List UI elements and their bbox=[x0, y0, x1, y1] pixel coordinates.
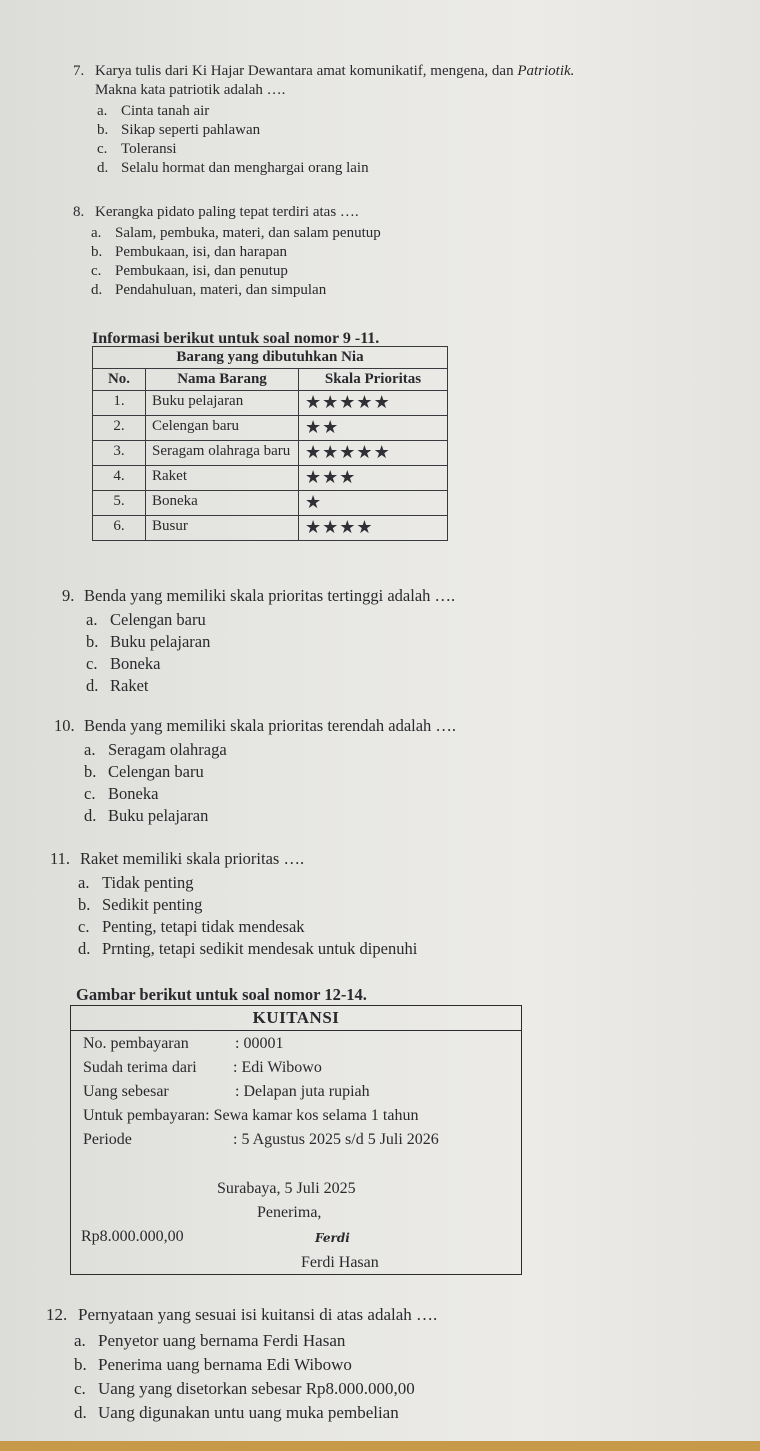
receipt-receiver-label: Penerima, bbox=[257, 1204, 322, 1221]
option-letter: b. bbox=[91, 244, 103, 260]
receipt-period-value: : 5 Agustus 2025 s/d 5 Juli 2026 bbox=[233, 1131, 439, 1148]
receipt-amount-row bbox=[83, 1081, 370, 1103]
column-header-priority: Skala Prioritas bbox=[299, 369, 448, 391]
question-number: 12. bbox=[46, 1305, 68, 1324]
option-d bbox=[73, 281, 381, 300]
star-icon: ★ bbox=[322, 392, 340, 412]
star-rating bbox=[305, 417, 339, 437]
receipt-title: KUITANSI bbox=[71, 1006, 521, 1031]
cell-item-name: Busur bbox=[146, 516, 299, 541]
receipt-from-row bbox=[83, 1057, 322, 1079]
option-letter: c. bbox=[91, 263, 102, 279]
option-letter: d. bbox=[78, 939, 91, 958]
star-icon: ★ bbox=[322, 517, 340, 537]
receipt-number-value: : 00001 bbox=[235, 1035, 284, 1052]
table-row bbox=[93, 391, 448, 416]
option-letter: d. bbox=[74, 1403, 87, 1422]
option-letter: a. bbox=[97, 103, 108, 119]
receipt-number-row bbox=[83, 1033, 283, 1055]
receipt-receiver-name: Ferdi Hasan bbox=[301, 1254, 379, 1271]
options-list bbox=[50, 872, 417, 960]
options-list bbox=[46, 1329, 437, 1425]
receipt-number-label: No. pembayaran bbox=[83, 1035, 189, 1052]
question-12 bbox=[46, 1303, 437, 1425]
star-icon: ★ bbox=[305, 442, 323, 462]
question-number: 9. bbox=[62, 586, 75, 605]
cell-no: 6. bbox=[93, 516, 146, 541]
table-row bbox=[93, 466, 448, 491]
cell-priority-stars bbox=[299, 491, 448, 516]
cell-no: 2. bbox=[93, 416, 146, 441]
star-icon: ★ bbox=[322, 417, 340, 437]
star-icon: ★ bbox=[356, 442, 374, 462]
star-rating bbox=[305, 392, 391, 412]
option-a bbox=[73, 102, 574, 121]
option-letter: b. bbox=[97, 122, 109, 138]
option-text: Cinta tanah air bbox=[121, 103, 210, 119]
receipt-period-row bbox=[83, 1129, 439, 1151]
option-c bbox=[62, 653, 455, 675]
star-icon: ★ bbox=[305, 392, 323, 412]
question-9 bbox=[62, 585, 455, 697]
option-b bbox=[54, 761, 456, 783]
option-text: Prnting, tetapi sedikit mendesak untuk dipenuhi bbox=[102, 939, 418, 958]
question-number: 10. bbox=[54, 716, 75, 735]
option-text: Pendahuluan, materi, dan simpulan bbox=[115, 282, 327, 298]
star-icon: ★ bbox=[339, 392, 357, 412]
star-icon: ★ bbox=[305, 467, 323, 487]
cell-priority-stars bbox=[299, 466, 448, 491]
star-icon: ★ bbox=[305, 517, 323, 537]
option-letter: d. bbox=[91, 282, 103, 298]
receipt-signature: Ferdi bbox=[315, 1231, 350, 1245]
question-text-line-2: Makna kata patriotik adalah …. bbox=[95, 82, 286, 98]
question-text: Raket memiliki skala prioritas …. bbox=[80, 849, 305, 868]
star-icon: ★ bbox=[339, 517, 357, 537]
option-d bbox=[73, 159, 574, 178]
option-text: Penting, tetapi tidak mendesak bbox=[102, 917, 305, 936]
question-text: Pernyataan yang sesuai isi kuitansi di atas adalah …. bbox=[78, 1305, 438, 1324]
table-row bbox=[93, 491, 448, 516]
question-text: Kerangka pidato paling tepat terdiri atas …. bbox=[95, 204, 359, 220]
star-icon: ★ bbox=[356, 517, 374, 537]
option-text: Seragam olahraga bbox=[108, 740, 227, 759]
star-icon: ★ bbox=[373, 442, 391, 462]
table-body bbox=[93, 391, 448, 541]
option-text: Salam, pembuka, materi, dan salam penutup bbox=[115, 225, 381, 241]
option-a bbox=[62, 609, 455, 631]
cell-item-name: Celengan baru bbox=[146, 416, 299, 441]
option-letter: c. bbox=[74, 1379, 86, 1398]
options-list bbox=[73, 224, 381, 300]
option-letter: a. bbox=[86, 610, 98, 629]
option-letter: d. bbox=[97, 160, 109, 176]
question-number: 7. bbox=[73, 63, 85, 79]
receipt-from-value: : Edi Wibowo bbox=[233, 1059, 322, 1076]
option-text: Boneka bbox=[108, 784, 159, 803]
star-icon: ★ bbox=[305, 492, 323, 512]
question-8 bbox=[73, 203, 381, 300]
option-letter: a. bbox=[78, 873, 90, 892]
option-c bbox=[54, 783, 456, 805]
star-icon: ★ bbox=[322, 442, 340, 462]
cell-priority-stars bbox=[299, 416, 448, 441]
option-a bbox=[50, 872, 417, 894]
option-a bbox=[73, 224, 381, 243]
option-text: Uang digunakan untu uang muka pembelian bbox=[98, 1403, 399, 1422]
option-d bbox=[54, 805, 456, 827]
option-text: Penyetor uang bernama Ferdi Hasan bbox=[98, 1331, 346, 1350]
option-a bbox=[46, 1329, 437, 1353]
option-text: Pembukaan, isi, dan harapan bbox=[115, 244, 288, 260]
option-letter: d. bbox=[84, 806, 97, 825]
option-letter: c. bbox=[84, 784, 96, 803]
options-list bbox=[54, 739, 456, 827]
cell-priority-stars bbox=[299, 516, 448, 541]
option-d bbox=[62, 675, 455, 697]
option-text: Uang yang disetorkan sebesar Rp8.000.000,00 bbox=[98, 1379, 415, 1398]
star-rating bbox=[305, 492, 322, 512]
option-text: Pembukaan, isi, dan penutup bbox=[115, 263, 288, 279]
star-icon: ★ bbox=[356, 392, 374, 412]
option-b bbox=[50, 894, 417, 916]
receipt-amount-label: Uang sebesar bbox=[83, 1083, 169, 1100]
option-letter: b. bbox=[74, 1355, 87, 1374]
cell-item-name: Raket bbox=[146, 466, 299, 491]
question-7 bbox=[73, 62, 574, 178]
option-letter: b. bbox=[78, 895, 91, 914]
receipt-caption: Gambar berikut untuk soal nomor 12-14. bbox=[76, 985, 367, 1004]
option-c bbox=[50, 916, 417, 938]
option-text: Toleransi bbox=[121, 141, 177, 157]
priority-table bbox=[92, 346, 448, 541]
option-letter: c. bbox=[78, 917, 90, 936]
option-text: Buku pelajaran bbox=[108, 806, 209, 825]
star-rating bbox=[305, 467, 356, 487]
page-edge bbox=[0, 1441, 760, 1451]
cell-item-name: Boneka bbox=[146, 491, 299, 516]
option-text: Penerima uang bernama Edi Wibowo bbox=[98, 1355, 352, 1374]
italic-term: Patriotik. bbox=[517, 63, 575, 79]
options-list bbox=[62, 609, 455, 697]
star-rating bbox=[305, 442, 391, 462]
cell-priority-stars bbox=[299, 391, 448, 416]
option-letter: d. bbox=[86, 676, 99, 695]
table-row bbox=[93, 441, 448, 466]
option-letter: a. bbox=[74, 1331, 86, 1350]
option-text: Celengan baru bbox=[110, 610, 206, 629]
question-number: 11. bbox=[50, 849, 71, 868]
option-text: Selalu hormat dan menghargai orang lain bbox=[121, 160, 369, 176]
star-icon: ★ bbox=[322, 467, 340, 487]
cell-no: 3. bbox=[93, 441, 146, 466]
star-icon: ★ bbox=[339, 442, 357, 462]
receipt-box bbox=[70, 1005, 522, 1275]
question-text: Benda yang memiliki skala prioritas tertinggi adalah …. bbox=[84, 586, 456, 605]
option-c bbox=[73, 140, 574, 159]
option-letter: c. bbox=[86, 654, 98, 673]
option-text: Buku pelajaran bbox=[110, 632, 211, 651]
column-header-no: No. bbox=[93, 369, 146, 391]
cell-item-name: Buku pelajaran bbox=[146, 391, 299, 416]
option-b bbox=[62, 631, 455, 653]
option-text: Raket bbox=[110, 676, 149, 695]
receipt-amount-value: : Delapan juta rupiah bbox=[235, 1083, 370, 1100]
cell-no: 5. bbox=[93, 491, 146, 516]
option-letter: a. bbox=[91, 225, 102, 241]
option-text: Boneka bbox=[110, 654, 161, 673]
receipt-purpose: Untuk pembayaran: Sewa kamar kos selama 1 tahun bbox=[83, 1107, 419, 1124]
receipt-amount-numeric: Rp8.000.000,00 bbox=[81, 1228, 184, 1245]
receipt-from-label: Sudah terima dari bbox=[83, 1059, 197, 1076]
cell-item-name: Seragam olahraga baru bbox=[146, 441, 299, 466]
star-icon: ★ bbox=[305, 417, 323, 437]
cell-no: 1. bbox=[93, 391, 146, 416]
option-text: Celengan baru bbox=[108, 762, 204, 781]
option-b bbox=[73, 121, 574, 140]
option-b bbox=[46, 1353, 437, 1377]
option-letter: a. bbox=[84, 740, 96, 759]
cell-no: 4. bbox=[93, 466, 146, 491]
question-text bbox=[95, 62, 574, 81]
cell-priority-stars bbox=[299, 441, 448, 466]
star-icon: ★ bbox=[373, 392, 391, 412]
option-b bbox=[73, 243, 381, 262]
option-d bbox=[50, 938, 417, 960]
question-number: 8. bbox=[73, 204, 85, 220]
options-list bbox=[73, 102, 574, 178]
question-10 bbox=[54, 715, 456, 827]
option-letter: b. bbox=[84, 762, 97, 781]
column-header-name: Nama Barang bbox=[146, 369, 299, 391]
question-11 bbox=[50, 848, 417, 960]
table-caption: Informasi berikut untuk soal nomor 9 -11. bbox=[92, 330, 380, 347]
receipt-place-date: Surabaya, 5 Juli 2025 bbox=[217, 1180, 356, 1197]
option-text: Tidak penting bbox=[102, 873, 194, 892]
table-row bbox=[93, 516, 448, 541]
question-text: Benda yang memiliki skala prioritas terendah adalah …. bbox=[84, 716, 457, 735]
question-text-main: Karya tulis dari Ki Hajar Dewantara amat komunikatif, mengena, dan bbox=[95, 63, 514, 79]
option-letter: b. bbox=[86, 632, 99, 651]
receipt-period-label: Periode bbox=[83, 1131, 132, 1148]
option-c bbox=[46, 1377, 437, 1401]
option-a bbox=[54, 739, 456, 761]
star-icon: ★ bbox=[339, 467, 357, 487]
star-rating bbox=[305, 517, 374, 537]
table-row bbox=[93, 416, 448, 441]
table-title: Barang yang dibutuhkan Nia bbox=[93, 347, 448, 369]
option-text: Sedikit penting bbox=[102, 895, 203, 914]
option-c bbox=[73, 262, 381, 281]
option-letter: c. bbox=[97, 141, 108, 157]
option-d bbox=[46, 1401, 437, 1425]
option-text: Sikap seperti pahlawan bbox=[121, 122, 261, 138]
